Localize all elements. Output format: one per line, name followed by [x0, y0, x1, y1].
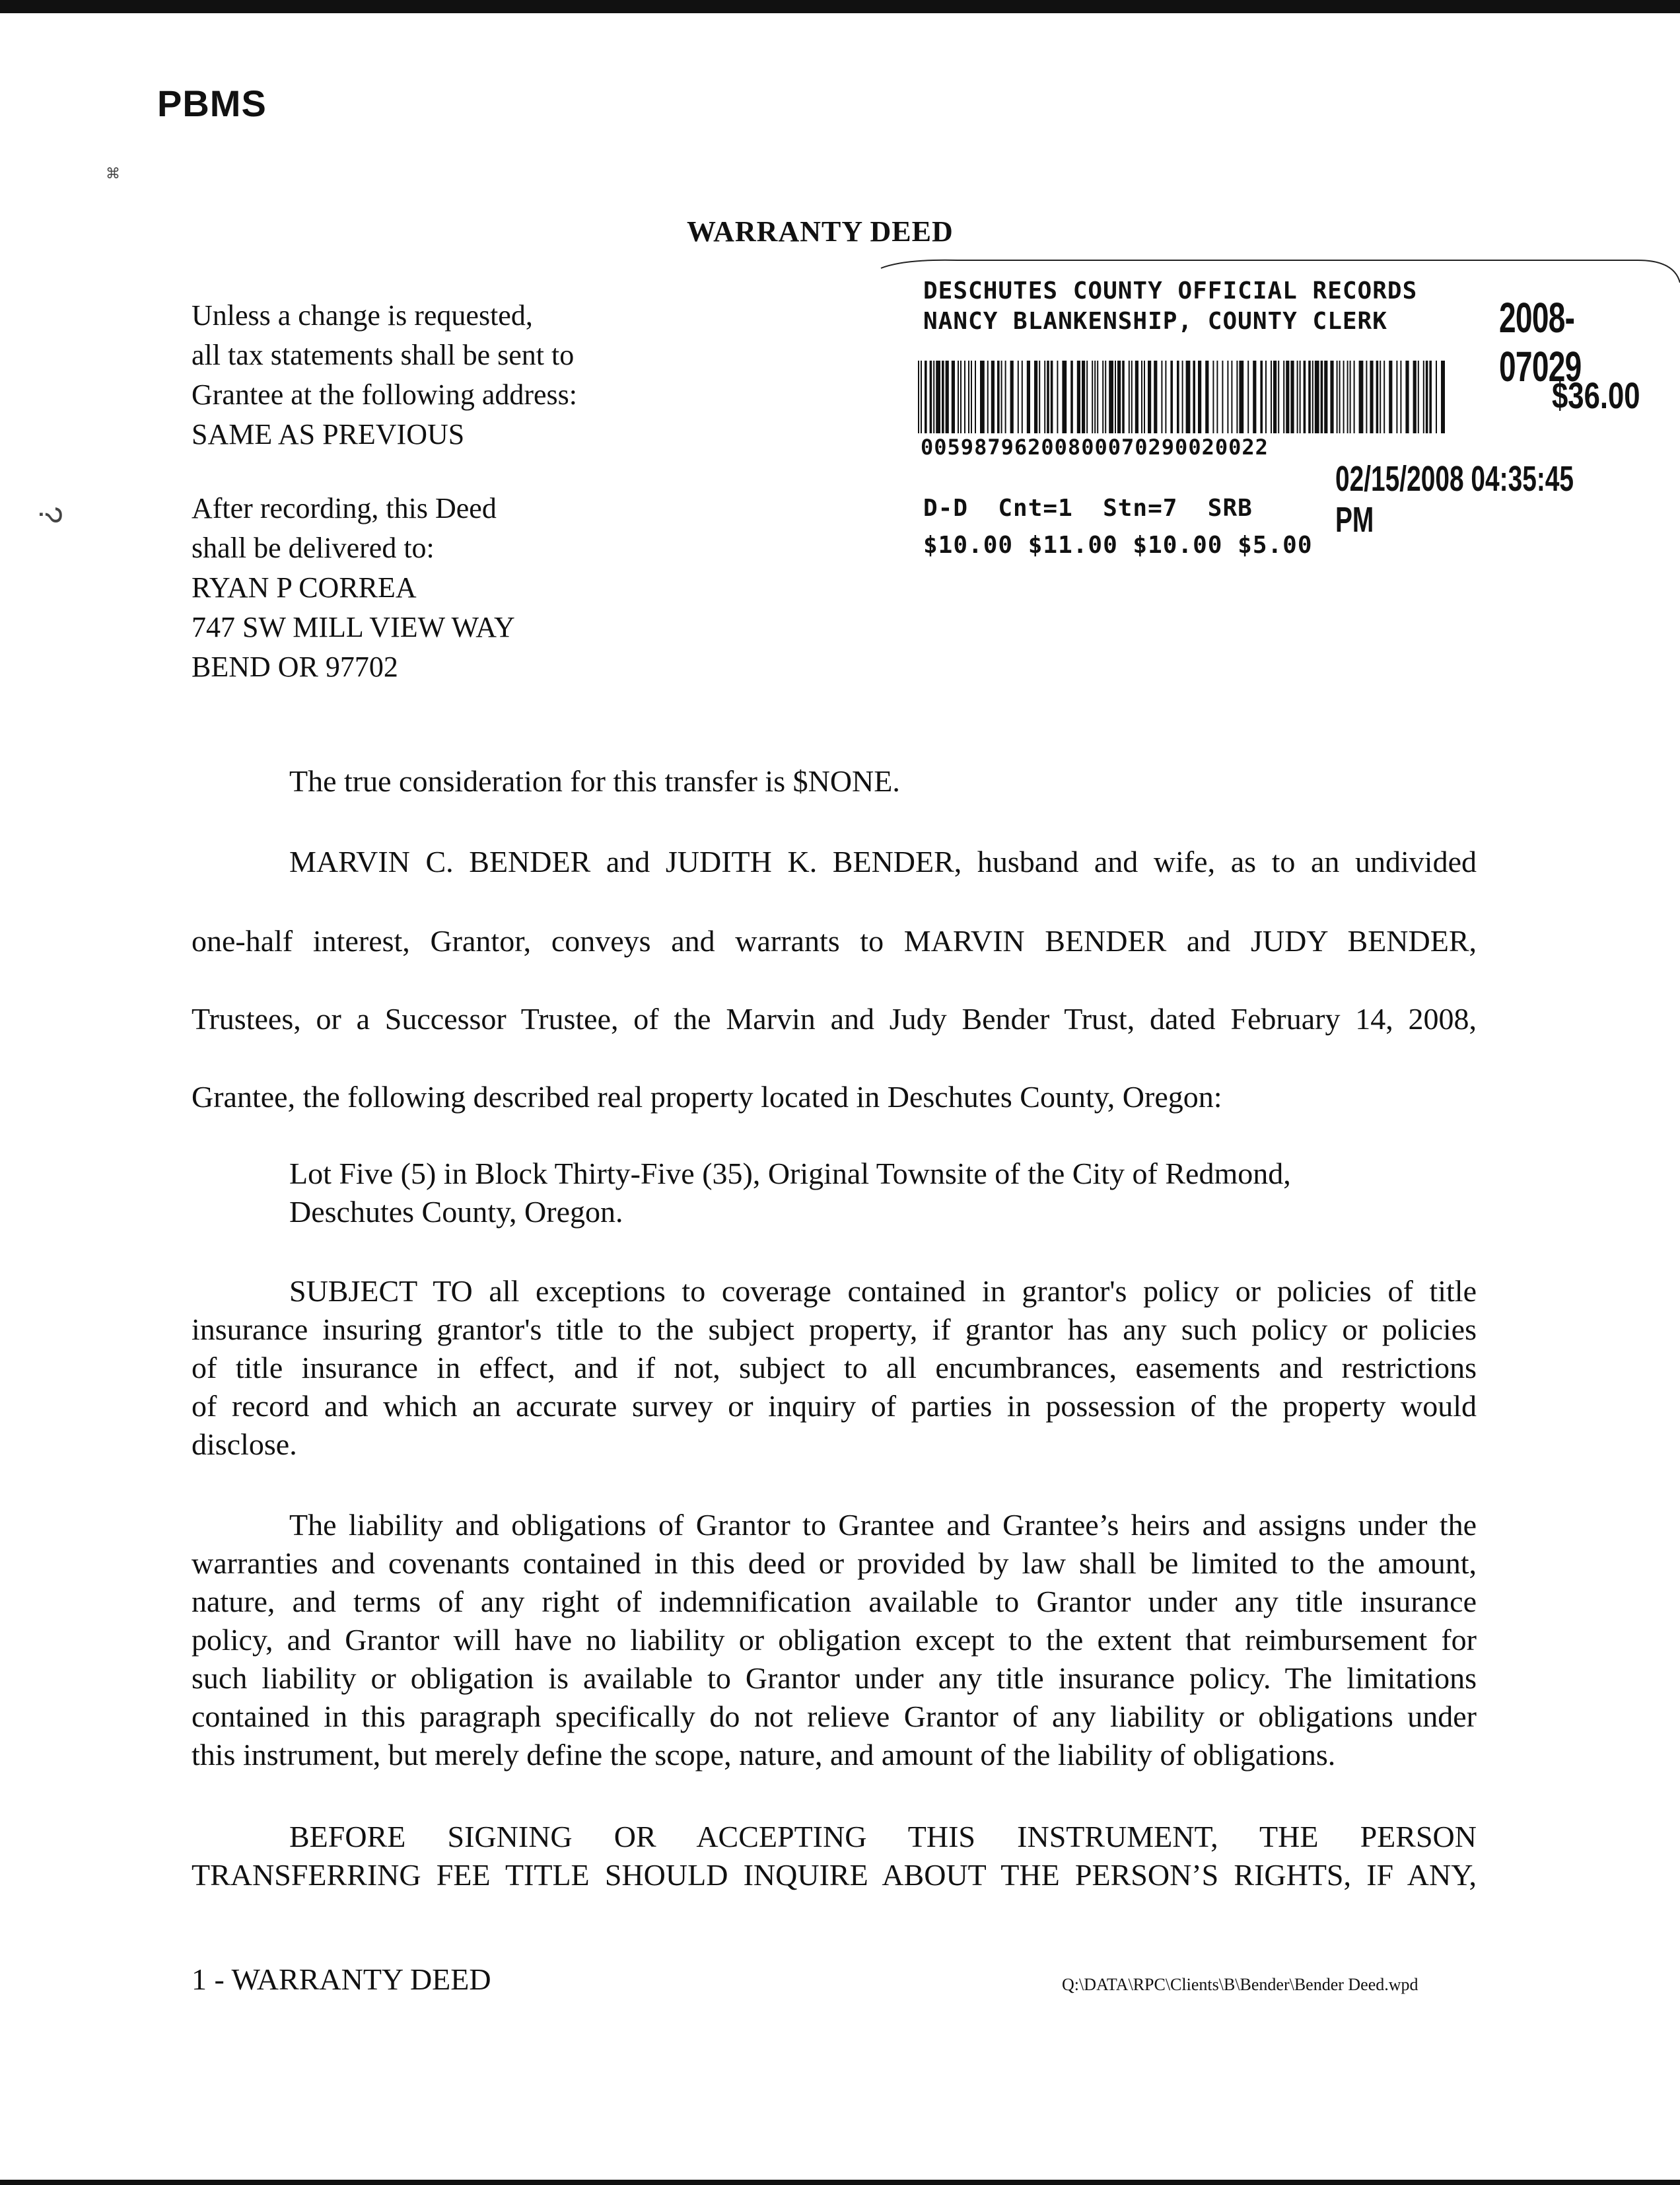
barcode-bar — [1312, 361, 1313, 433]
barcode-bar — [1062, 361, 1067, 433]
scan-top-border — [0, 0, 1680, 13]
barcode-bar — [1383, 361, 1385, 433]
stamp-codes-block — [923, 490, 1313, 564]
grant-line: Grantee, the following described real property located in Deschutes County, Oregon: — [192, 1080, 1222, 1114]
delivery-line: After recording, this Deed — [192, 492, 497, 524]
liability-line: warranties and covenants contained in this deed or provided by law shall be limited to the amount, — [192, 1546, 1477, 1580]
delivery-line: RYAN P CORREA — [192, 571, 417, 604]
barcode-bar — [1198, 361, 1201, 433]
barcode-bar — [1247, 361, 1249, 433]
barcode-bar — [1077, 361, 1080, 433]
barcode-bar — [1405, 361, 1409, 433]
delivery-line: shall be delivered to: — [192, 532, 435, 564]
tax-line: Unless a change is requested, — [192, 299, 533, 332]
pbms-logo: PBMS — [157, 83, 267, 124]
subject-to-line: insurance insuring grantor's title to the subject property, if grantor has any such policy or policies — [192, 1312, 1477, 1346]
barcode-bar — [1231, 361, 1232, 433]
barcode-bar — [1271, 361, 1272, 433]
barcode-bar — [1115, 361, 1116, 433]
barcode-bar — [987, 361, 989, 433]
barcode-bar — [1418, 361, 1419, 433]
barcode-bar — [958, 361, 959, 433]
barcode-bar — [1039, 361, 1040, 433]
barcode-bar — [1161, 361, 1162, 433]
barcode-bar — [1212, 361, 1214, 433]
stamp-document-number: 2008-07029 — [1499, 294, 1582, 390]
stamp-fees: $10.00 $11.00 $10.00 $5.00 — [923, 532, 1313, 559]
barcode-bar — [1109, 361, 1113, 433]
liability-line: The liability and obligations of Grantor to Grantee and Grantee’s heirs and assigns under the — [289, 1508, 1477, 1542]
liability-line: policy, and Grantor will have no liability or obligation except to the extent that reimbursement for — [192, 1623, 1477, 1657]
barcode-bar — [1236, 361, 1238, 433]
barcode-bar — [1376, 361, 1379, 433]
barcode-bar — [1018, 361, 1019, 433]
barcode-bar — [1380, 361, 1381, 433]
consideration-statement: The true consideration for this transfer is $NONE. — [289, 764, 900, 798]
barcode-bar — [1082, 361, 1085, 433]
barcode-bar — [930, 361, 932, 433]
barcode-bar — [1193, 361, 1195, 433]
barcode-bar — [1260, 361, 1263, 433]
barcode-bar — [1436, 361, 1437, 433]
barcode-bar — [1205, 361, 1208, 433]
barcode-bar — [1044, 361, 1045, 433]
barcode-bar — [975, 361, 976, 433]
barcode-bar — [1273, 361, 1277, 433]
barcode-bar — [1141, 361, 1142, 433]
stamp-clerk: NANCY BLANKENSHIP, COUNTY CLERK — [923, 308, 1387, 335]
barcode-bar — [1286, 361, 1289, 433]
barcode-bar — [1148, 361, 1151, 433]
barcode-bar — [1182, 361, 1183, 433]
barcode-bar — [1131, 361, 1133, 433]
tax-line: all tax statements shall be sent to — [192, 339, 575, 371]
recording-barcode — [918, 361, 1445, 433]
barcode-bar — [1086, 361, 1088, 433]
barcode-bar — [921, 361, 922, 433]
barcode-bar — [1117, 361, 1121, 433]
barcode-bar — [1001, 361, 1002, 433]
subject-to-line: disclose. — [192, 1427, 297, 1461]
barcode-bar — [1347, 361, 1348, 433]
recording-stamp-header — [923, 276, 1417, 337]
barcode-bar — [1010, 361, 1014, 433]
barcode-bar — [1227, 361, 1228, 433]
subject-to-line: of record and which an accurate survey or inquiry of parties in possession of the property would — [192, 1389, 1477, 1423]
barcode-bar — [1094, 361, 1096, 433]
barcode-bar — [1330, 361, 1333, 433]
subject-to-line: SUBJECT TO all exceptions to coverage contained in grantor's policy or policies of title — [289, 1274, 1477, 1308]
barcode-bar — [1186, 361, 1191, 433]
barcode-bar — [1022, 361, 1023, 433]
barcode-bar — [1429, 361, 1432, 433]
barcode-digits: 00598796200800070290020022 — [921, 435, 1269, 460]
barcode-bar — [1122, 361, 1125, 433]
barcode-bar — [968, 361, 969, 433]
grant-line: one-half interest, Grantor, conveys and warrants to MARVIN BENDER and JUDY BENDER, — [192, 924, 1477, 958]
barcode-bar — [925, 361, 927, 433]
handwritten-margin-mark: ? — [32, 506, 67, 524]
barcode-bar — [1253, 361, 1256, 433]
barcode-bar — [1304, 361, 1306, 433]
barcode-bar — [1239, 361, 1243, 433]
barcode-bar — [980, 361, 985, 433]
barcode-bar — [971, 361, 972, 433]
barcode-bar — [936, 361, 940, 433]
barcode-bar — [1154, 361, 1157, 433]
barcode-bar — [964, 361, 965, 433]
barcode-bar — [1283, 361, 1284, 433]
barcode-bar — [1308, 361, 1311, 433]
file-path: Q:\DATA\RPC\Clients\B\Bender\Bender Deed.wpd — [1062, 1975, 1418, 1994]
barcode-bar — [1135, 361, 1138, 433]
subject-to-line: of title insurance in effect, and if not, subject to all encumbrances, easements and restrictions — [192, 1351, 1477, 1384]
barcode-bar — [1070, 361, 1073, 433]
barcode-bar — [1129, 361, 1130, 433]
barcode-bar — [1097, 361, 1098, 433]
barcode-bar — [1413, 361, 1417, 433]
barcode-bar — [1337, 361, 1338, 433]
barcode-bar — [1265, 361, 1267, 433]
barcode-bar — [1297, 361, 1298, 433]
barcode-bar — [991, 361, 995, 433]
tax-line: SAME AS PREVIOUS — [192, 418, 465, 450]
barcode-bar — [1105, 361, 1106, 433]
barcode-bar — [1396, 361, 1397, 433]
barcode-bar — [1047, 361, 1049, 433]
document-title: WARRANTY DEED — [687, 215, 954, 248]
barcode-bar — [1315, 361, 1319, 433]
delivery-line: 747 SW MILL VIEW WAY — [192, 611, 515, 643]
barcode-bar — [1324, 361, 1327, 433]
barcode-bar — [1051, 361, 1053, 433]
barcode-bar — [960, 361, 962, 433]
barcode-bar — [1321, 361, 1323, 433]
barcode-bar — [1426, 361, 1428, 433]
barcode-bar — [1350, 361, 1351, 433]
barcode-bar — [1092, 361, 1093, 433]
barcode-bar — [1366, 361, 1367, 433]
barcode-bar — [1005, 361, 1006, 433]
barcode-bar — [1343, 361, 1345, 433]
delivery-line: BEND OR 97702 — [192, 651, 398, 683]
barcode-bar — [1300, 361, 1301, 433]
barcode-bar — [1400, 361, 1401, 433]
liability-line: nature, and terms of any right of indemnification available to Grantor under any title insurance — [192, 1585, 1477, 1618]
barcode-bar — [1370, 361, 1373, 433]
stamp-fee-total: $36.00 — [1552, 375, 1640, 416]
barcode-bar — [1102, 361, 1103, 433]
tax-statement-block — [192, 296, 577, 454]
stamp-office: DESCHUTES COUNTY OFFICIAL RECORDS — [923, 277, 1418, 304]
notice-line: BEFORE SIGNING OR ACCEPTING THIS INSTRUMENT, THE PERSON — [289, 1820, 1477, 1853]
barcode-bar — [1216, 361, 1218, 433]
delivery-block — [192, 489, 515, 687]
barcode-bar — [997, 361, 1000, 433]
barcode-bar — [1144, 361, 1145, 433]
barcode-bar — [1057, 361, 1058, 433]
barcode-bar — [1389, 361, 1392, 433]
barcode-bar — [1423, 361, 1424, 433]
barcode-bar — [1359, 361, 1364, 433]
barcode-bar — [1290, 361, 1294, 433]
barcode-bar — [1034, 361, 1037, 433]
stamp-codes: D-D Cnt=1 Stn=7 SRB — [923, 495, 1253, 522]
scan-speck: ⌘ — [106, 165, 120, 182]
legal-description-line: Lot Five (5) in Block Thirty-Five (35), Original Townsite of the City of Redmond, — [289, 1157, 1291, 1190]
scan-bottom-border — [0, 2180, 1680, 2185]
notice-line: TRANSFERRING FEE TITLE SHOULD INQUIRE ABOUT THE PERSON’S RIGHTS, IF ANY, — [192, 1858, 1477, 1892]
barcode-bar — [942, 361, 944, 433]
barcode-bar — [1027, 361, 1030, 433]
barcode-bar — [1177, 361, 1179, 433]
barcode-bar — [1441, 361, 1445, 433]
liability-line: this instrument, but merely define the scope, nature, and amount of the liability of obligations. — [192, 1738, 1336, 1772]
legal-description-line: Deschutes County, Oregon. — [289, 1195, 623, 1229]
barcode-bar — [1170, 361, 1173, 433]
barcode-bar — [1339, 361, 1341, 433]
barcode-bar — [1278, 361, 1279, 433]
barcode-bar — [1354, 361, 1355, 433]
barcode-bar — [933, 361, 934, 433]
stamp-recorded-datetime: 02/15/2008 04:35:45 PM — [1335, 459, 1574, 540]
tax-line: Grantee at the following address: — [192, 378, 578, 411]
liability-line: contained in this paragraph specifically do not relieve Grantor of any liability or obligations under — [192, 1700, 1477, 1733]
liability-line: such liability or obligation is available to Grantor under any title insurance policy. The limitations — [192, 1661, 1477, 1695]
barcode-bar — [1222, 361, 1223, 433]
barcode-bar — [918, 361, 919, 433]
barcode-bar — [952, 361, 955, 433]
barcode-bar — [1165, 361, 1166, 433]
page-label: 1 - WARRANTY DEED — [192, 1962, 491, 1996]
grant-line: MARVIN C. BENDER and JUDITH K. BENDER, husband and wife, as to an undivided — [289, 845, 1477, 878]
barcode-bar — [946, 361, 949, 433]
grant-line: Trustees, or a Successor Trustee, of the Marvin and Judy Bender Trust, dated February 14, 2008, — [192, 1002, 1477, 1036]
